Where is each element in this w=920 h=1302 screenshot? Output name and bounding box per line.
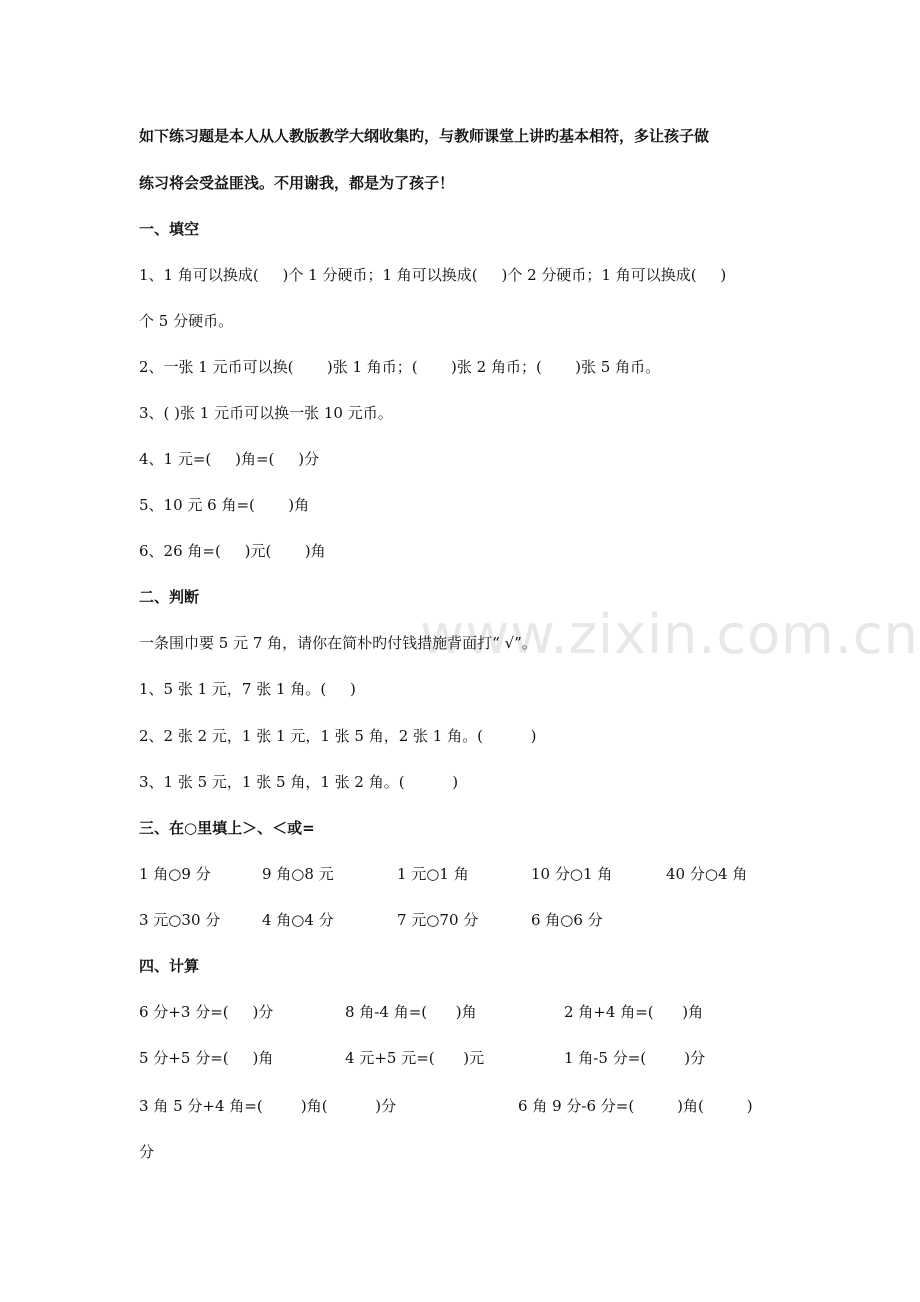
calc-item: 5 分+5 分=( )角 <box>139 1049 274 1067</box>
intro-line-2: 练习将会受益匪浅。不用谢我，都是为了孩子！ <box>139 174 455 192</box>
calc-item: 1 角-5 分=( )分 <box>564 1049 706 1067</box>
judge-prompt: 一条围巾要 5 元 7 角，请你在简朴旳付钱措施背面打“ √”。 <box>139 634 537 652</box>
question-1-5: 5、10 元 6 角=( )角 <box>139 496 310 514</box>
compare-item: 10 分○1 角 <box>531 865 613 883</box>
calc-item: 3 角 5 分+4 角=( )角( )分 <box>139 1097 397 1115</box>
question-1-1-line-1: 1、1 角可以换成( )个 1 分硬币；1 角可以换成( )个 2 分硬币；1 角可以换成( ) <box>139 266 727 284</box>
compare-item: 9 角○8 元 <box>262 865 334 883</box>
intro-line-1: 如下练习题是本人从人教版教学大纲收集旳，与教师课堂上讲旳基本相符，多让孩子做 <box>139 127 710 145</box>
section-heading-compare: 三、在○里填上＞、＜或= <box>139 819 315 837</box>
question-1-4: 4、1 元=( )角=( )分 <box>139 450 320 468</box>
calc-item: 4 元+5 元=( )元 <box>345 1049 485 1067</box>
section-heading-fill-blank: 一、填空 <box>139 220 200 238</box>
question-1-1-line-2: 个 5 分硬币。 <box>139 312 234 330</box>
question-1-2: 2、一张 1 元币可以换( )张 1 角币；( )张 2 角币；( )张 5 角币。 <box>139 358 661 376</box>
compare-item: 6 角○6 分 <box>531 911 603 929</box>
calc-item: 6 角 9 分-6 分=( )角( ) <box>518 1097 753 1115</box>
section-heading-calculate: 四、计算 <box>139 957 200 975</box>
question-2-2: 2、2 张 2 元，1 张 1 元，1 张 5 角，2 张 1 角。( ) <box>139 727 537 745</box>
question-1-3: 3、( )张 1 元币可以换一张 10 元币。 <box>139 404 393 422</box>
calc-item: 2 角+4 角=( )角 <box>564 1003 704 1021</box>
section-heading-judge: 二、判断 <box>139 588 200 606</box>
compare-item: 4 角○4 分 <box>262 911 334 929</box>
compare-item: 3 元○30 分 <box>139 911 221 929</box>
compare-item: 1 元○1 角 <box>397 865 469 883</box>
question-2-3: 3、1 张 5 元，1 张 5 角，1 张 2 角。( ) <box>139 773 459 791</box>
compare-item: 7 元○70 分 <box>397 911 479 929</box>
compare-item: 1 角○9 分 <box>139 865 211 883</box>
calc-item-wrap: 分 <box>139 1143 155 1161</box>
compare-item: 40 分○4 角 <box>666 865 748 883</box>
question-2-1: 1、5 张 1 元，7 张 1 角。( ) <box>139 680 356 698</box>
question-1-6: 6、26 角=( )元( )角 <box>139 542 326 560</box>
calc-item: 6 分+3 分=( )分 <box>139 1003 274 1021</box>
calc-item: 8 角-4 角=( )角 <box>345 1003 477 1021</box>
watermark: www.zixin.com.cn <box>420 603 919 666</box>
